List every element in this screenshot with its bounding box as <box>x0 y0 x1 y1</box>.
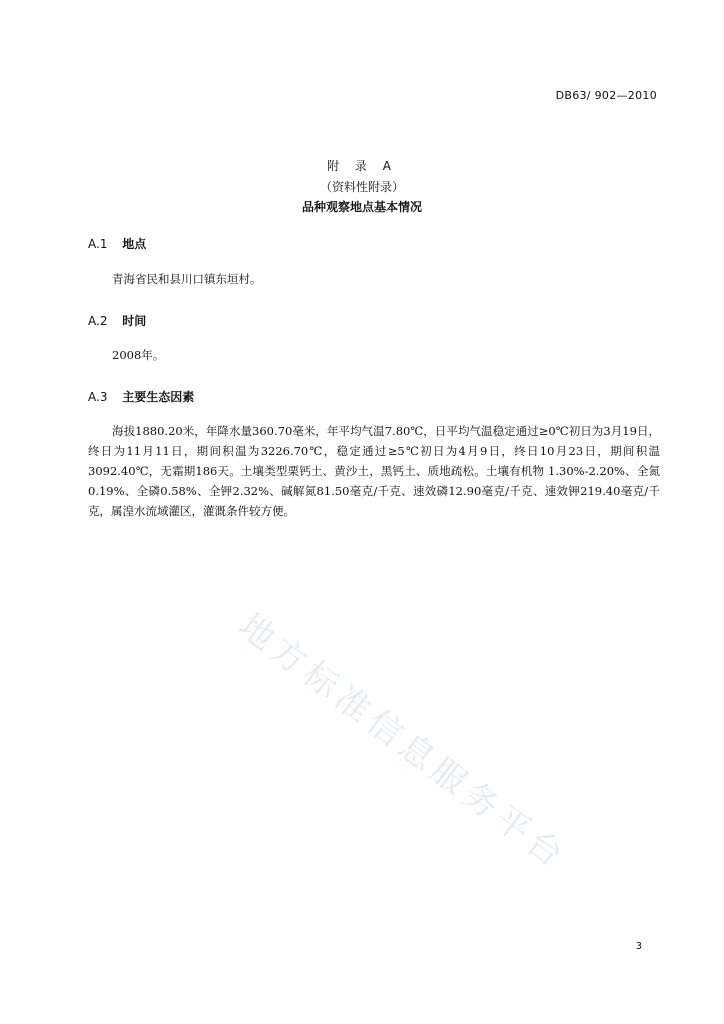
section-heading-a3 <box>88 388 194 405</box>
section-title: 地点 <box>122 237 147 251</box>
section-paragraph-a2 <box>88 345 660 365</box>
section-heading-a1 <box>88 235 146 252</box>
section-title: 时间 <box>122 314 147 328</box>
annex-subtitle: 品种观察地点基本情况 <box>301 200 422 214</box>
section-number: A.3 <box>88 390 108 404</box>
paragraph-text: 2008年。 <box>112 348 165 362</box>
section-title: 主要生态因素 <box>122 390 195 404</box>
paragraph-text: 海拔1880.20米，年降水量360.70毫米，年平均气温7.80℃，日平均气温稳定通过≥0℃初日为3月19日，终日为11月11日，期间积温为3226.70℃，稳定通过≥5℃初日为4月9日，终日10月23日，期间积温3092.40℃，无霜期186天。土壤类型栗钙土、黄沙土，黑钙土、质地疏松。土壤有机物 1.30%-2.20%、全氮0.19%、全磷0.58%、全钾2.32%、碱解氮81.50毫克/千克、速效磷12.90毫克/千克、速效钾219.40毫克/千克，属湟水流域灌区，灌溉条件较方便。 <box>88 424 660 518</box>
paragraph-text: 青海省民和县川口镇东垣村。 <box>112 272 262 286</box>
section-heading-a2 <box>88 312 146 329</box>
section-number: A.2 <box>88 314 108 328</box>
watermark-text: 地方标准信息服务平台 <box>231 605 575 879</box>
section-paragraph-a3 <box>88 421 660 521</box>
annex-title: 附 录 A <box>327 159 397 173</box>
annex-type: （资料性附录） <box>319 180 404 194</box>
standard-code: DB63/ 902—2010 <box>555 89 657 102</box>
section-paragraph-a1 <box>88 269 660 289</box>
page-number: 3 <box>635 941 642 952</box>
section-number: A.1 <box>88 237 108 251</box>
